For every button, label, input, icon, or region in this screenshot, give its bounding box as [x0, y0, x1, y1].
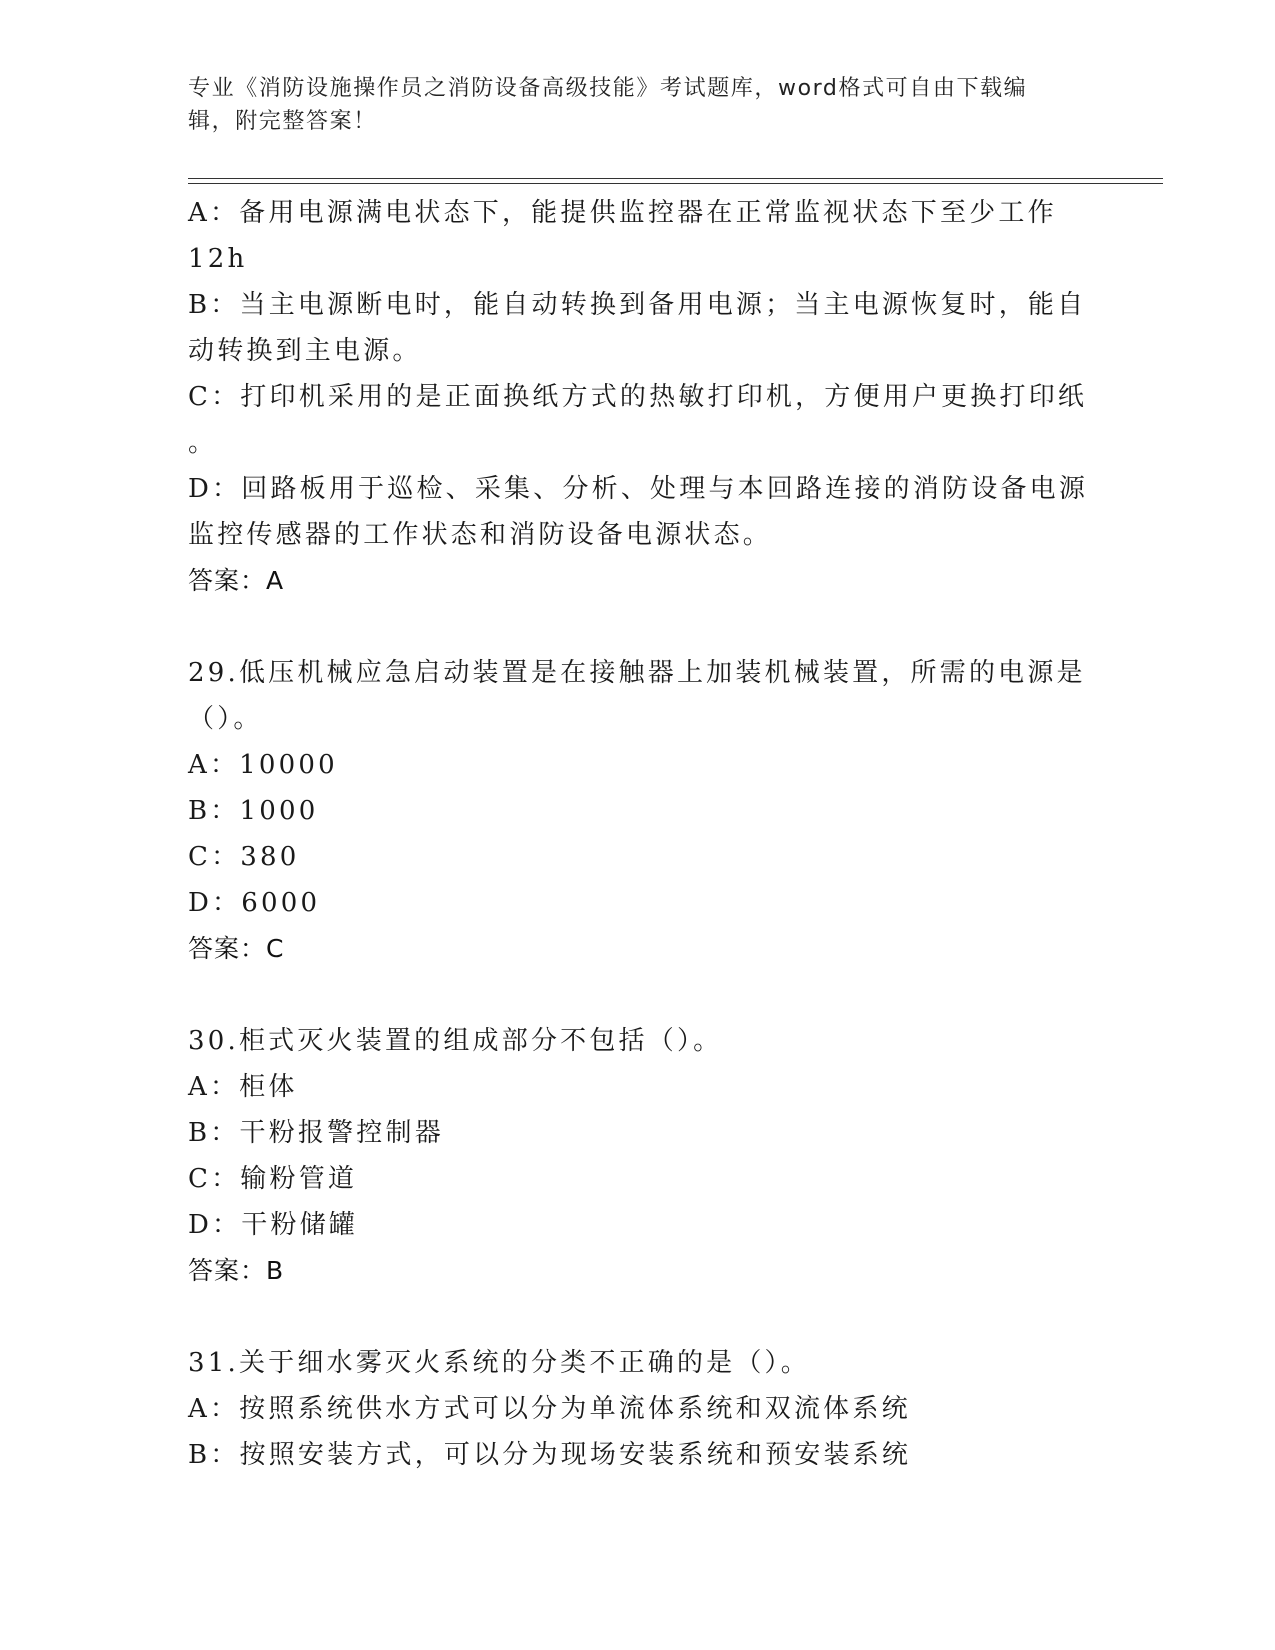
option-line: 动转换到主电源。 [188, 336, 422, 366]
question-stem: （）。 [188, 704, 263, 734]
answer-label: 答案：B [188, 1256, 285, 1285]
option-line: D：回路板用于巡检、采集、分析、处理与本回路连接的消防设备电源 [188, 474, 1089, 504]
option-a: A：柜体 [188, 1072, 298, 1102]
option-b: B：按照安装方式，可以分为现场安装系统和预安装系统 [188, 1440, 912, 1470]
question-stem: 29.低压机械应急启动装置是在接触器上加装机械装置，所需的电源是 [188, 658, 1086, 688]
option-b: B：1000 [188, 796, 319, 826]
option-line: 监控传感器的工作状态和消防设备电源状态。 [188, 520, 773, 550]
header-title-line-2: 辑，附完整答案！ [188, 109, 377, 134]
option-b: B：干粉报警控制器 [188, 1118, 444, 1148]
answer-label: 答案：A [188, 566, 285, 595]
option-line: A：备用电源满电状态下，能提供监控器在正常监视状态下至少工作 [188, 198, 1057, 228]
answer-label: 答案：C [188, 934, 285, 963]
question-30 [188, 1018, 1088, 1294]
option-a: A：按照系统供水方式可以分为单流体系统和双流体系统 [188, 1394, 911, 1424]
option-line: B：当主电源断电时，能自动转换到备用电源；当主电源恢复时，能自 [188, 290, 1087, 320]
option-c: C：380 [188, 842, 300, 872]
spacer [188, 604, 1088, 650]
header-title-line-1: 专业《消防设施操作员之消防设备高级技能》考试题库，word格式可自由下载编 [188, 76, 1028, 101]
document-header [188, 72, 1083, 138]
spacer [188, 1294, 1088, 1340]
question-stem: 31.关于细水雾灭火系统的分类不正确的是（）。 [188, 1348, 810, 1378]
option-d: D：干粉储罐 [188, 1210, 359, 1240]
option-d: D：6000 [188, 888, 321, 918]
question-stem: 30.柜式灭火装置的组成部分不包括（）。 [188, 1026, 723, 1056]
option-a: A：10000 [188, 750, 338, 780]
question-29 [188, 650, 1088, 972]
option-line: 12h [188, 244, 248, 274]
option-line: C：打印机采用的是正面换纸方式的热敏打印机，方便用户更换打印纸 [188, 382, 1088, 412]
question-31 [188, 1340, 1088, 1478]
option-c: C：输粉管道 [188, 1164, 358, 1194]
header-divider-top [188, 178, 1163, 179]
spacer [188, 972, 1088, 1018]
continued-question [188, 190, 1088, 604]
header-divider-bottom [188, 183, 1163, 184]
option-line: 。 [188, 428, 218, 458]
question-content [188, 190, 1088, 1478]
